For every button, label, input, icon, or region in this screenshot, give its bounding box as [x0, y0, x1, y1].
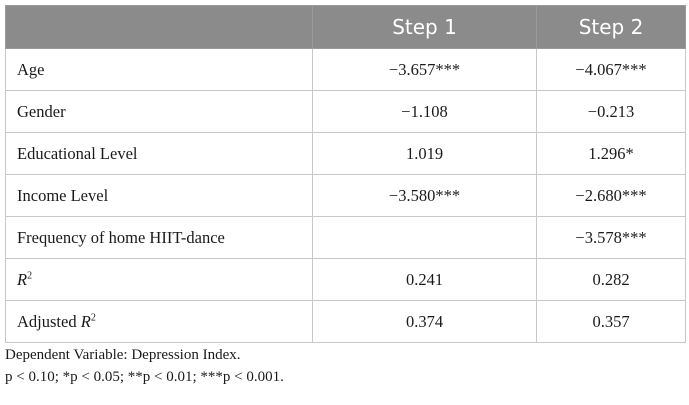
step2-value: 1.296* — [537, 133, 686, 175]
label-italic-r: R — [80, 311, 91, 331]
step1-value: −1.108 — [313, 91, 537, 133]
step2-value: −0.213 — [537, 91, 686, 133]
step1-value: 0.374 — [313, 301, 537, 343]
header-blank-cell — [6, 6, 313, 49]
row-label: Educational Level — [6, 133, 313, 175]
label-superscript: 2 — [27, 270, 33, 281]
step1-value: −3.580*** — [313, 175, 537, 217]
row-label: Income Level — [6, 175, 313, 217]
step1-value — [313, 217, 537, 259]
label-superscript: 2 — [90, 312, 96, 323]
footnote-dependent-variable: Dependent Variable: Depression Index. — [5, 347, 241, 363]
row-label — [6, 301, 313, 343]
footnote-significance-levels: p < 0.10; *p < 0.05; **p < 0.01; ***p < 0.001. — [5, 369, 284, 385]
row-label: Gender — [6, 91, 313, 133]
regression-table — [5, 5, 686, 343]
table-row-adjusted-r-squared — [6, 301, 686, 343]
table-footnotes — [5, 344, 284, 388]
label-prefix: Adjusted — [17, 311, 81, 331]
step2-value: 0.282 — [537, 259, 686, 301]
table-header-row — [6, 6, 686, 49]
step2-value: −2.680*** — [537, 175, 686, 217]
table-row-gender — [6, 91, 686, 133]
step2-value: −3.578*** — [537, 217, 686, 259]
step2-value: −4.067*** — [537, 49, 686, 91]
step2-value: 0.357 — [537, 301, 686, 343]
header-step-2: Step 2 — [537, 6, 686, 49]
row-label — [6, 259, 313, 301]
table-row-age — [6, 49, 686, 91]
header-step-1: Step 1 — [313, 6, 537, 49]
step1-value: −3.657*** — [313, 49, 537, 91]
table-row-r-squared — [6, 259, 686, 301]
row-label: Age — [6, 49, 313, 91]
table-row-income-level — [6, 175, 686, 217]
table-row-educational-level — [6, 133, 686, 175]
label-italic-r: R — [17, 269, 28, 289]
row-label: Frequency of home HIIT-dance — [6, 217, 313, 259]
step1-value: 1.019 — [313, 133, 537, 175]
regression-table-container — [5, 5, 685, 343]
step1-value: 0.241 — [313, 259, 537, 301]
table-row-hiit-frequency — [6, 217, 686, 259]
